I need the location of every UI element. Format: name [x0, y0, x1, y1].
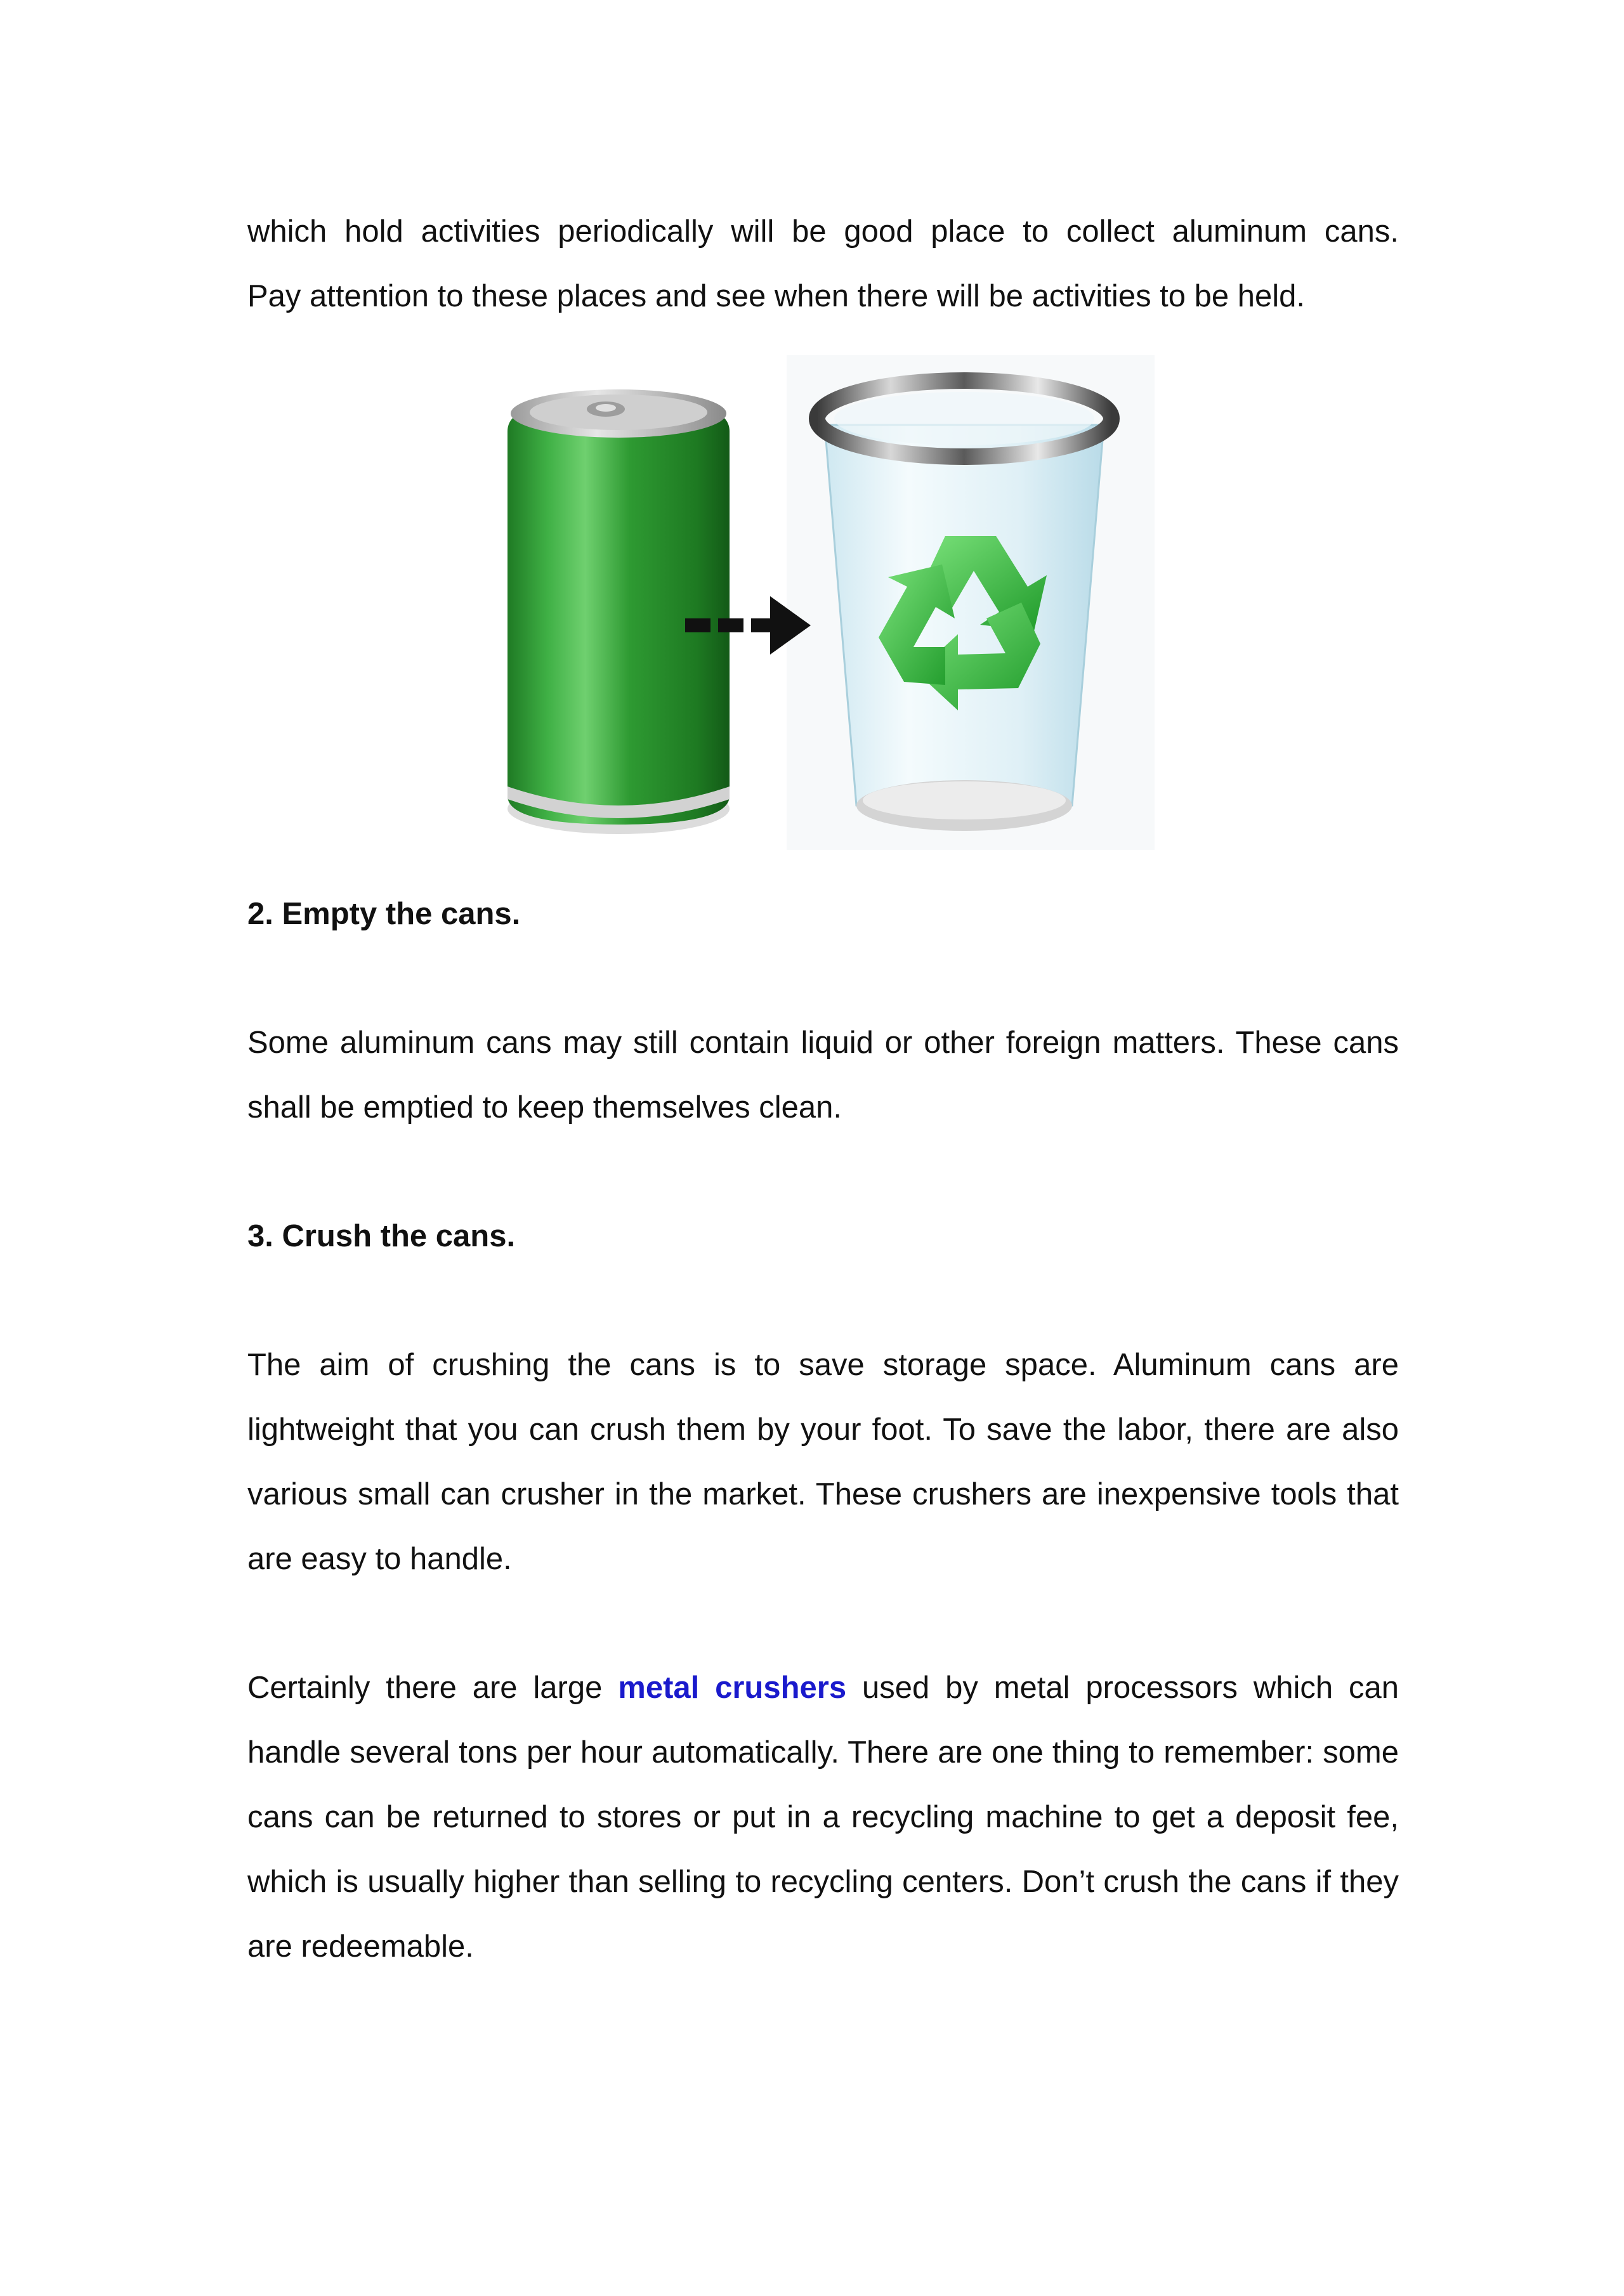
closing-text-before-link: Certainly there are large [247, 1671, 619, 1705]
intro-line-2: Pay attention to these places and see when there will be activities to be held. [247, 279, 1306, 313]
closing-paragraph [247, 1655, 1399, 1979]
illustration-svg [469, 342, 1167, 869]
metal-crushers-link[interactable]: metal crushers [618, 1671, 847, 1705]
section-empty-the-cans [247, 882, 1399, 946]
can-to-recycle-bin-illustration [469, 342, 1167, 869]
section2-paragraph: Some aluminum cans may still contain liquid or other foreign matters. These cans shall be emptied to keep themselves clean. [247, 1026, 1399, 1125]
closing-text-after-link: used by metal processors which can handle several tons per hour automatically. There are one thing to remember: some cans can be returned to stores or put in a recycling machine to get a deposit fee, which is usually higher than selling to recycling centers. Don’t crush the cans if they are redeemable. [247, 1671, 1399, 1964]
section2-heading: 2. Empty the cans. [247, 897, 521, 931]
intro-line-1: which hold activities periodically will be good place to collect aluminum cans. [247, 214, 1399, 249]
closing-body [247, 1655, 1399, 1979]
section3-heading: 3. Crush the cans. [247, 1219, 516, 1253]
intro-paragraph [247, 199, 1399, 329]
recycle-bin-icon [817, 381, 1111, 831]
section3-body [247, 1333, 1399, 1591]
section-crush-the-cans [247, 1204, 1399, 1269]
aluminum-can-icon [508, 389, 730, 834]
section3-paragraph: The aim of crushing the cans is to save storage space. Aluminum cans are lightweight that you can crush them by your foot. To save the labor, there are also various small can crusher in the market. These crushers are inexpensive tools that are easy to handle. [247, 1348, 1399, 1576]
section2-body [247, 1010, 1399, 1140]
